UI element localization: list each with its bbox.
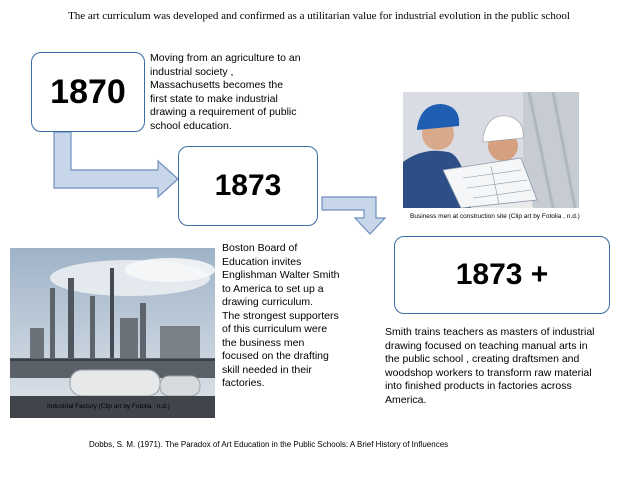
text-line: to America to set up a (222, 282, 324, 295)
text-line: skill needed in their (222, 363, 312, 376)
text-1870 (150, 52, 330, 133)
text-line: Smith trains teachers as masters of industrial (385, 326, 595, 338)
text-line: of this curriculum were (222, 323, 328, 335)
text-line: drawing curriculum. (222, 296, 314, 308)
text-line: drawing a requirement of public (150, 106, 297, 118)
year-box-1873: 1873 (178, 146, 318, 226)
factory-caption: Industrial Factory (Clip art by Fotolia , n.d.) (47, 403, 170, 410)
text-line: into finished products in factories across (385, 380, 572, 392)
text-1873 (222, 242, 362, 391)
citation: Dobbs, S. M. (1971). The Paradox of Art Education in the Public Schools: A Brief History of Influences (89, 440, 449, 449)
factory-photo (10, 248, 215, 418)
text-line: Massachusetts becomes the (150, 79, 284, 91)
text-line: Education invites (222, 255, 302, 268)
arrow-1873-to-1873plus (322, 197, 385, 234)
text-1873-plus (385, 326, 625, 407)
text-line: America. (385, 393, 427, 406)
text-line: Boston Board of (222, 242, 298, 254)
text-line: woodshop workers to transform raw material (385, 366, 592, 379)
text-line: factories. (222, 377, 265, 389)
text-line: Moving from an agriculture to an (150, 52, 301, 64)
text-line: Englishman Walter Smith (222, 269, 340, 281)
text-line: The strongest supporters (222, 309, 339, 322)
arrow-1870-to-1873 (54, 132, 178, 197)
text-line: industrial society , (150, 65, 234, 78)
text-line: the public school , creating draftsmen and (385, 353, 580, 365)
text-line: first state to make industrial (150, 92, 278, 105)
business-men-photo (403, 92, 579, 208)
text-line: drawing focused on teaching manual arts in (385, 339, 588, 352)
year-box-1873-plus: 1873 + (394, 236, 610, 314)
slide-title: The art curriculum was developed and confirmed as a utilitarian value for industrial evolution in the public school (68, 10, 570, 22)
text-line: focused on the drafting (222, 350, 329, 362)
year-box-1870: 1870 (31, 52, 145, 132)
business-men-caption: Business men at construction site (Clip art by Fotolia , n.d.) (410, 213, 580, 220)
text-line: the business men (222, 336, 305, 349)
text-line: school education. (150, 119, 232, 132)
